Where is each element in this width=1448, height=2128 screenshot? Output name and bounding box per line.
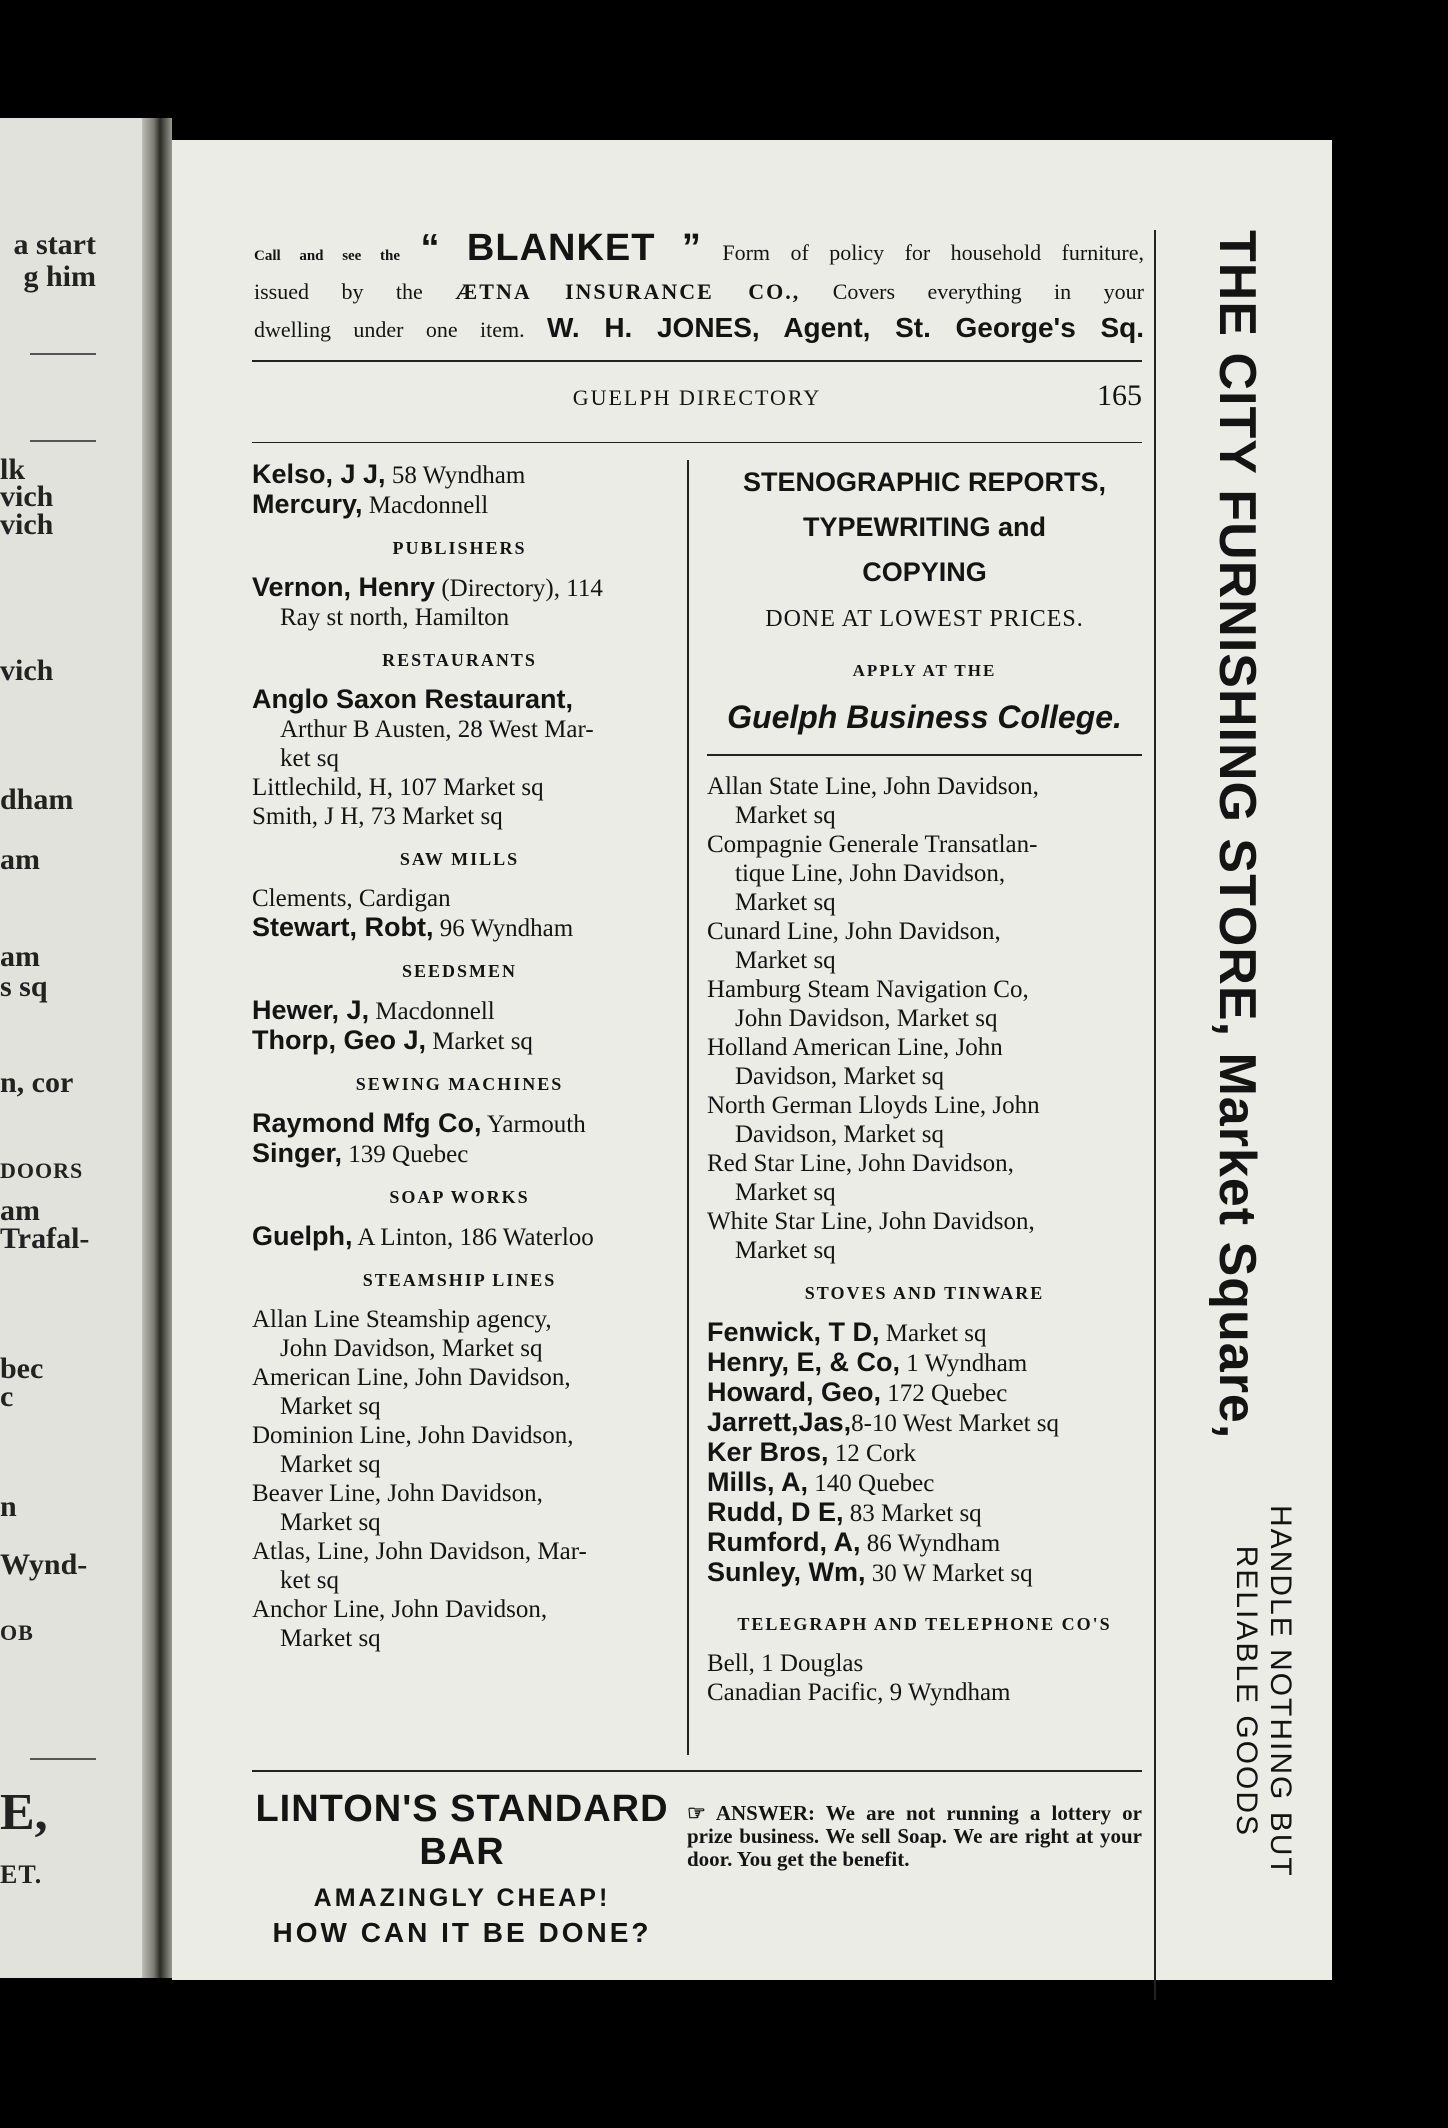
page-title: GUELPH DIRECTORY <box>572 385 822 410</box>
answer-ad: ☞ ANSWER: We are not running a lottery or prize business. We sell Soap. We are right at your door. You get the benefit. <box>687 1801 1142 1871</box>
page-header <box>252 379 1142 425</box>
sidebar-divider <box>1154 230 1156 2000</box>
right-column <box>707 460 1142 1707</box>
list-item: Holland American Line, John Davidson, Market sq <box>707 1034 1003 1090</box>
list-item: Mills, A, 140 Quebec <box>707 1467 935 1497</box>
category-heading: SEWING MACHINES <box>355 1074 564 1094</box>
category-heading: STOVES AND TINWARE <box>804 1283 1045 1303</box>
list-item: Jarrett,Jas,8-10 West Market sq <box>707 1407 1060 1437</box>
fragment-text: am <box>0 1194 40 1227</box>
list-item: Raymond Mfg Co, Yarmouth <box>252 1108 586 1138</box>
page-number: 165 <box>1097 379 1142 412</box>
list-item: Red Star Line, John Davidson, Market sq <box>707 1150 1014 1206</box>
fragment-text: ET. <box>0 1860 43 1889</box>
sidebar-line: RELIABLE GOODS <box>1230 1545 1263 1838</box>
list-item: Mercury, Macdonnell <box>252 489 489 519</box>
sidebar-advertisement <box>1162 230 1312 2010</box>
fragment-text: g him <box>23 260 96 293</box>
divider <box>30 353 96 355</box>
category-heading: PUBLISHERS <box>392 538 527 558</box>
fragment-text: am <box>0 940 40 973</box>
list-item: Clements, Cardigan <box>252 885 451 912</box>
list-item: Henry, E, & Co, 1 Wyndham <box>707 1347 1028 1377</box>
blanket-heading: “ BLANKET ” <box>420 227 702 269</box>
category-heading: SEEDSMEN <box>401 961 518 981</box>
list-item: Thorp, Geo J, Market sq <box>252 1025 533 1055</box>
category-heading: SAW MILLS <box>399 849 520 869</box>
call-prefix: Call and see the <box>254 248 401 264</box>
list-item: American Line, John Davidson, Market sq <box>252 1364 571 1420</box>
linton-soap-ad <box>252 1788 672 1949</box>
fragment-text: s sq <box>0 970 48 1003</box>
fragment-text: a start <box>13 228 96 261</box>
sidebar-sub-text <box>1229 1505 1297 1878</box>
list-item: Kelso, J J, 58 Wyndham <box>252 459 526 489</box>
divider <box>30 1758 96 1760</box>
list-item: Fenwick, T D, Market sq <box>707 1317 987 1347</box>
list-item: Dominion Line, John Davidson, Market sq <box>252 1422 574 1478</box>
list-item: Atlas, Line, John Davidson, Mar- ket sq <box>252 1538 587 1594</box>
list-item: Littlechild, H, 107 Market sq <box>252 774 544 801</box>
list-item: Canadian Pacific, 9 Wyndham <box>707 1679 1011 1706</box>
list-item: Anchor Line, John Davidson, Market sq <box>252 1596 548 1652</box>
book-gutter <box>142 118 172 1978</box>
sidebar-main-text: THE CITY FURNISHING STORE, Market Square, <box>1208 230 1266 1440</box>
list-item: Allan State Line, John Davidson, Market sq <box>707 773 1039 829</box>
divider <box>252 442 1142 443</box>
fragment-text: Wynd- <box>0 1548 88 1581</box>
fragment-text: vich <box>0 654 54 687</box>
fragment-text: Trafal- <box>0 1222 90 1255</box>
fragment-text: vich <box>0 508 54 541</box>
sidebar-line: HANDLE NOTHING BUT <box>1264 1505 1297 1878</box>
college-name: Guelph Business College. <box>727 699 1122 735</box>
list-item: Cunard Line, John Davidson, Market sq <box>707 918 1001 974</box>
list-item: Rudd, D E, 83 Market sq <box>707 1497 982 1527</box>
list-item: Singer, 139 Quebec <box>252 1138 469 1168</box>
fragment-text: lk <box>0 453 26 486</box>
column-divider <box>687 460 689 1755</box>
ad-line: COPYING <box>862 557 987 587</box>
category-heading: TELEGRAPH AND TELEPHONE CO'S <box>737 1614 1112 1634</box>
list-item: Bell, 1 Douglas <box>707 1650 864 1677</box>
list-item: Stewart, Robt, 96 Wyndham <box>252 912 574 942</box>
ad-line: DONE AT LOWEST PRICES. <box>765 606 1084 632</box>
divider <box>707 754 1142 756</box>
directory-page <box>172 140 1332 1980</box>
list-item: Compagnie Generale Transatlan- tique Line, John Davidson, Market sq <box>707 831 1038 916</box>
divider <box>252 1770 1142 1772</box>
ad-line: TYPEWRITING and <box>803 512 1046 542</box>
business-college-ad <box>707 460 1142 735</box>
fragment-text: c <box>0 1380 14 1413</box>
ad-text: issued by the <box>254 279 423 304</box>
list-item: Hewer, J, Macdonnell <box>252 995 495 1025</box>
agent-name: W. H. JONES, Agent, St. George's Sq. <box>547 312 1145 343</box>
divider <box>30 440 96 442</box>
list-item: Ker Bros, 12 Cork <box>707 1437 917 1467</box>
list-item: Smith, J H, 73 Market sq <box>252 803 503 830</box>
left-page-fragment <box>0 118 142 1978</box>
fragment-text: bec <box>0 1352 44 1385</box>
fragment-text: n <box>0 1490 17 1523</box>
list-item: Howard, Geo, 172 Quebec <box>707 1377 1008 1407</box>
list-item: White Star Line, John Davidson, Market sq <box>707 1208 1035 1264</box>
list-item: Anglo Saxon Restaurant, Arthur B Austen, 28 West Mar- ket sq <box>252 684 594 772</box>
ad-text: dwelling under one item. <box>254 317 525 342</box>
fragment-text: n, cor <box>0 1066 74 1099</box>
fragment-text: am <box>0 843 40 876</box>
list-item: Rumford, A, 86 Wyndham <box>707 1527 1001 1557</box>
list-item: Sunley, Wm, 30 W Market sq <box>707 1557 1033 1587</box>
left-column <box>252 460 667 1653</box>
ad-headline: LINTON'S STANDARD BAR <box>255 1788 669 1873</box>
fragment-text: DOORS <box>0 1158 84 1183</box>
category-heading: SOAP WORKS <box>389 1187 530 1207</box>
fragment-text: dham <box>0 783 74 816</box>
category-heading: RESTAURANTS <box>382 650 537 670</box>
list-item: Guelph, A Linton, 186 Waterloo <box>252 1221 594 1251</box>
ad-text: Covers everything in your <box>832 279 1144 304</box>
category-heading: STEAMSHIP LINES <box>362 1270 557 1290</box>
fragment-text: E, <box>0 1784 48 1841</box>
ad-text: Form of policy for household furniture, <box>722 240 1145 265</box>
list-item: Beaver Line, John Davidson, Market sq <box>252 1480 543 1536</box>
divider <box>252 360 1142 362</box>
fragment-text: vich <box>0 480 54 513</box>
ad-line: AMAZINGLY CHEAP! <box>313 1884 611 1912</box>
top-advertisement <box>254 227 1145 348</box>
ad-line: HOW CAN IT BE DONE? <box>272 1917 652 1948</box>
list-item: North German Lloyds Line, John Davidson, Market sq <box>707 1092 1040 1148</box>
list-item: Allan Line Steamship agency, John Davidson, Market sq <box>252 1306 552 1362</box>
list-item: Hamburg Steam Navigation Co, John Davidson, Market sq <box>707 976 1029 1032</box>
company-name: ÆTNA INSURANCE CO., <box>455 279 801 304</box>
list-item: Vernon, Henry (Directory), 114 Ray st north, Hamilton <box>252 572 603 631</box>
ad-line: APPLY AT THE <box>852 661 997 680</box>
fragment-text: OB <box>0 1620 34 1645</box>
ad-line: STENOGRAPHIC REPORTS, <box>742 467 1107 497</box>
